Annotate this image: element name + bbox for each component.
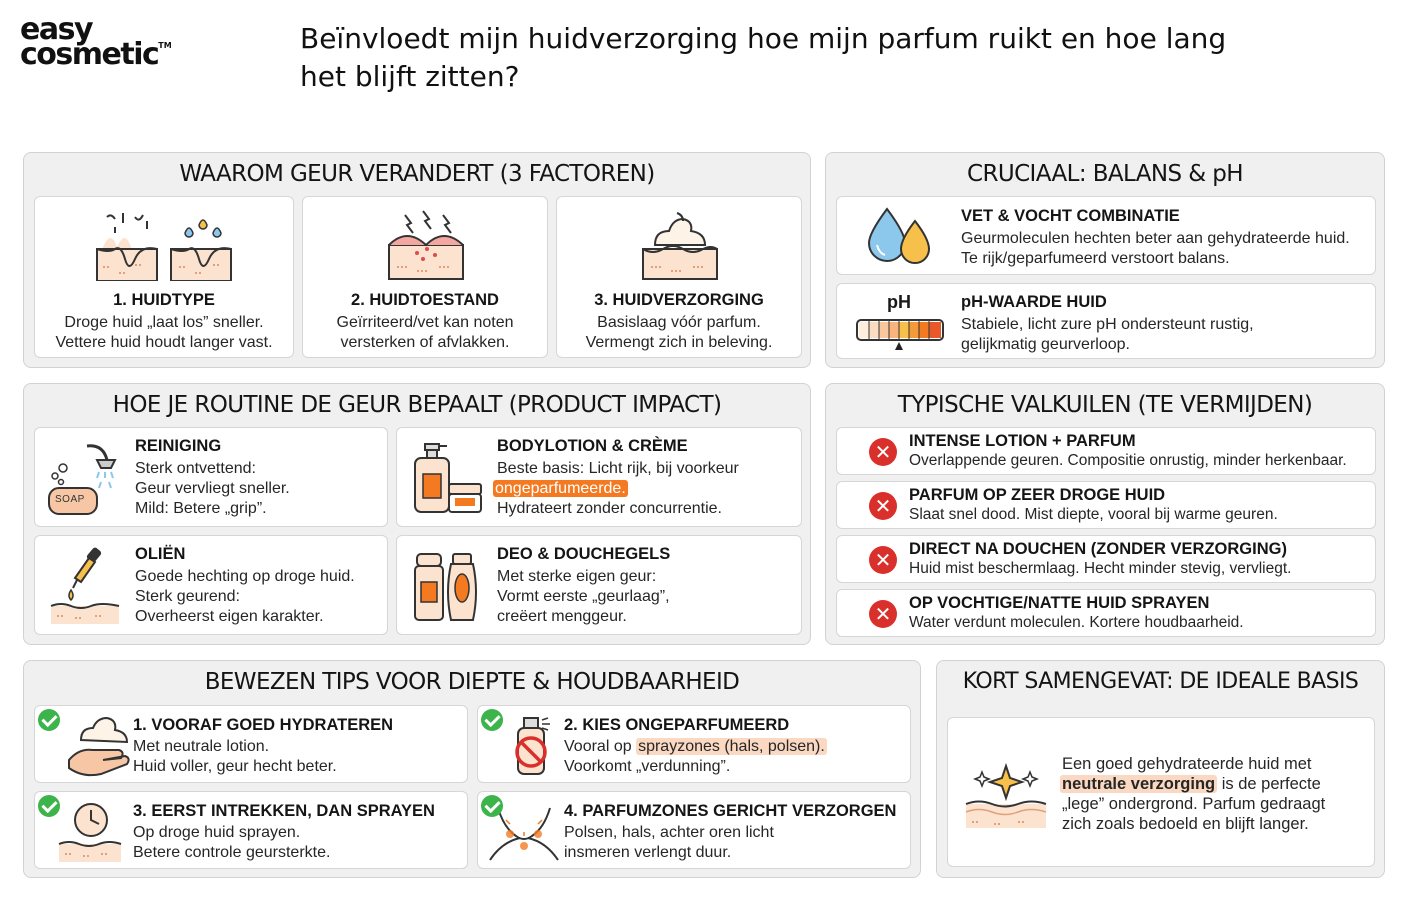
- balance-item-line: Stabiele, licht zure pH ondersteunt rustig,: [961, 316, 1254, 333]
- tip-line: [564, 737, 827, 757]
- balance-item-line: Geurmoleculen hechten beter aan gehydrateerde huid.: [961, 230, 1350, 247]
- tip-line: Voorkomt „verdunning”.: [564, 758, 731, 775]
- summary-text: is de perfecte: [1217, 775, 1321, 793]
- balance-item-line: gelijkmatig geurverloop.: [961, 336, 1130, 353]
- factors-panel: [23, 152, 811, 368]
- balance-title: CRUCIAAL: BALANS & pH: [967, 161, 1243, 187]
- pitfall-item: [836, 427, 1376, 475]
- tip-line: Huid voller, geur hecht beter.: [133, 758, 337, 775]
- routine-item-title: OLIËN: [135, 545, 186, 563]
- routine-item-line: Overheerst eigen karakter.: [135, 608, 324, 625]
- summary-line: zich zoals bedoeld en blijft langer.: [1062, 815, 1309, 833]
- balance-item-title: VET & VOCHT COMBINATIE: [961, 207, 1180, 225]
- routine-item-line: [493, 479, 628, 499]
- drops-icon: [867, 205, 937, 267]
- pitfalls-title: TYPISCHE VALKUILEN (TE VERMIJDEN): [897, 392, 1313, 418]
- balance-panel: [825, 152, 1385, 368]
- pitfall-title: OP VOCHTIGE/NATTE HUID SPRAYEN: [909, 594, 1210, 612]
- routine-card-oils: [34, 535, 388, 635]
- tip-card-zones: [477, 791, 911, 869]
- check-icon: [38, 795, 60, 817]
- factor-line: Geïrriteerd/vet kan noten: [336, 314, 514, 331]
- factor-title: 1. HUIDTYPE: [113, 291, 215, 309]
- check-icon: [38, 709, 60, 731]
- routine-panel: [23, 383, 811, 645]
- highlight-neutral-care: neutrale verzorging: [1062, 775, 1216, 793]
- routine-title: HOE JE ROUTINE DE GEUR BEPAALT (PRODUCT IMPACT): [112, 392, 722, 418]
- factor-line: Vettere huid houdt langer vast.: [55, 334, 273, 351]
- routine-item-line: Geur vervliegt sneller.: [135, 480, 290, 497]
- tip-card-unscented: [477, 705, 911, 783]
- factor-line: Vermengt zich in beleving.: [585, 334, 773, 351]
- factor-line: versterken of afvlakken.: [340, 334, 510, 351]
- hand-cream-icon: [65, 714, 135, 778]
- deo-gel-icon: [411, 550, 483, 624]
- routine-item-line: Mild: Betere „grip”.: [135, 500, 267, 517]
- ph-scale-icon: [855, 318, 945, 352]
- balance-item-title: pH-WAARDE HUID: [961, 293, 1107, 311]
- routine-card-deo: [396, 535, 802, 635]
- highlight-spray-zones: sprayzones (hals, polsen).: [638, 738, 825, 755]
- tip-title: 4. PARFUMZONES GERICHT VERZORGEN: [564, 802, 897, 820]
- brand-name: cosmetic: [20, 36, 159, 72]
- pitfall-text: Huid mist beschermlaag. Hecht minder stevig, vervliegt.: [909, 560, 1292, 577]
- routine-item-line: Goede hechting op droge huid.: [135, 568, 355, 585]
- x-mark-icon: ✕: [869, 546, 897, 574]
- factor-line: Basislaag vóór parfum.: [597, 314, 761, 331]
- sparkle-skin-icon: [964, 760, 1048, 830]
- summary-line: [1060, 774, 1321, 794]
- pitfall-title: DIRECT NA DOUCHEN (ZONDER VERZORGING): [909, 540, 1287, 558]
- tip-title: 1. VOORAF GOED HYDRATEREN: [133, 716, 394, 734]
- factor-title: 2. HUIDTOESTAND: [351, 291, 499, 309]
- routine-item-line: Vormt eerste „geurlaag”,: [497, 588, 670, 605]
- pitfall-title: INTENSE LOTION + PARFUM: [909, 432, 1136, 450]
- tips-panel: [23, 660, 921, 878]
- routine-item-line: creëert menggeur.: [497, 608, 627, 625]
- trademark: TM: [158, 40, 172, 50]
- page-title: Beïnvloedt mijn huidverzorging hoe mijn parfum ruikt en hoe lang het blijft zitten?: [300, 22, 1227, 93]
- factor-title: 3. HUIDVERZORGING: [594, 291, 764, 309]
- tip-text: Vooral op: [564, 738, 637, 755]
- tip-line: Polsen, hals, achter oren licht: [564, 824, 774, 841]
- routine-card-bodylotion: [396, 427, 802, 527]
- routine-item-title: DEO & DOUCHEGELS: [497, 545, 671, 563]
- summary-card: [947, 717, 1375, 867]
- tip-line: insmeren verlengt duur.: [564, 844, 732, 861]
- pitfall-text: Overlappende geuren. Compositie onrustig, minder herkenbaar.: [909, 452, 1347, 469]
- tip-card-absorb: [34, 791, 468, 869]
- oil-dropper-icon: [49, 546, 121, 626]
- routine-card-cleansing: [34, 427, 388, 527]
- factors-title: WAAROM GEUR VERANDERT (3 FACTOREN): [179, 161, 655, 187]
- pitfall-title: PARFUM OP ZEER DROGE HUID: [909, 486, 1166, 504]
- irritated-skin-icon: [387, 209, 467, 281]
- tips-title: BEWEZEN TIPS VOOR DIEPTE & HOUDBAARHEID: [204, 669, 740, 695]
- x-mark-icon: ✕: [869, 600, 897, 628]
- highlight-unscented: ongeparfumeerde.: [495, 480, 626, 497]
- summary-panel: [936, 660, 1385, 878]
- balance-card-ph: [836, 283, 1376, 359]
- summary-title: KORT SAMENGEVAT: DE IDEALE BASIS: [962, 669, 1359, 694]
- summary-line: „lege” ondergrond. Parfum gedraagt: [1062, 795, 1326, 813]
- factor-card-skincare: [556, 196, 802, 358]
- routine-item-line: Sterk geurend:: [135, 588, 240, 605]
- check-icon: [481, 709, 503, 731]
- brand-line-2: [20, 36, 180, 72]
- no-spray-icon: [504, 714, 564, 778]
- balance-item-line: Te rijk/geparfumeerd verstoort balans.: [961, 250, 1230, 267]
- pitfall-item: [836, 535, 1376, 583]
- balance-card-fat-moisture: [836, 196, 1376, 275]
- pitfalls-panel: [825, 383, 1385, 645]
- skin-type-icon: [95, 209, 235, 281]
- lotion-bottle-icon: [411, 442, 483, 516]
- pitfall-text: Water verdunt moleculen. Kortere houdbaarheid.: [909, 614, 1244, 631]
- cream-on-skin-icon: [641, 209, 721, 281]
- clock-skin-icon: [57, 800, 123, 864]
- pitfall-text: Slaat snel dood. Mist diepte, vooral bij warme geuren.: [909, 506, 1278, 523]
- routine-item-title: BODYLOTION & CRÈME: [497, 437, 688, 455]
- routine-item-line: Hydrateert zonder concurrentie.: [497, 500, 722, 517]
- tip-title: 2. KIES ONGEPARFUMEERD: [564, 716, 790, 734]
- brand-line-1: easy: [20, 12, 93, 47]
- tip-line: Betere controle geursterkte.: [133, 844, 331, 861]
- routine-item-title: REINIGING: [135, 437, 222, 455]
- x-mark-icon: ✕: [869, 492, 897, 520]
- check-icon: [481, 795, 503, 817]
- brand-logo: [20, 12, 180, 72]
- tip-title: 3. EERST INTREKKEN, DAN SPRAYEN: [133, 802, 435, 820]
- x-mark-icon: ✕: [869, 438, 897, 466]
- routine-item-line: Sterk ontvettend:: [135, 460, 256, 477]
- pitfall-item: [836, 589, 1376, 637]
- routine-item-line: Met sterke eigen geur:: [497, 568, 657, 585]
- ph-label: pH: [887, 292, 911, 312]
- summary-line: Een goed gehydrateerde huid met: [1062, 755, 1312, 773]
- tip-card-hydrate: [34, 705, 468, 783]
- factor-card-skin-condition: [302, 196, 548, 358]
- pitfall-item: [836, 481, 1376, 529]
- tip-line: Met neutrale lotion.: [133, 738, 270, 755]
- tip-line: Op droge huid sprayen.: [133, 824, 301, 841]
- soap-label: SOAP: [55, 494, 85, 505]
- factor-card-skin-type: [34, 196, 294, 358]
- factor-line: Droge huid „laat los” sneller.: [64, 314, 264, 331]
- routine-item-line: Beste basis: Licht rijk, bij voorkeur: [497, 460, 739, 477]
